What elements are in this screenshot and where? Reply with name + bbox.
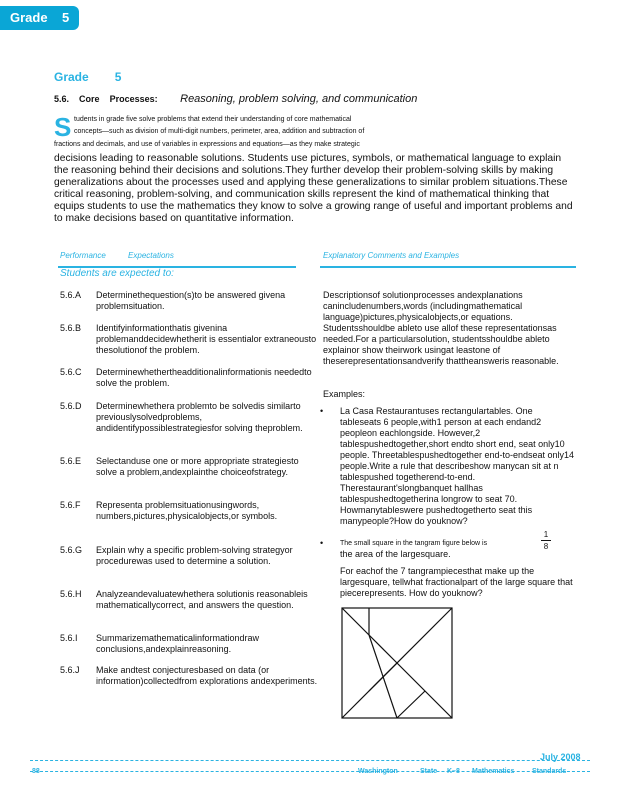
example-1: La Casa Restaurantuses rectangulartables. One tableseats 6 people,with1 person at each endand2 peopleon eachlongside. However,2 tablespushedtogether,short endto short end, seat only10 people. Threetablespushedtogether end-to-endseat only14 people.Write a rule that describeshow manycan sit at n tablespushed togetherend-to-end. Therestaurant'slongbanquet hallhas tablespushedtogetherina longrow to seat 70. Howmanytableswere pushedtogetherto seat this manypeople?How do youknow? xyxy=(340,406,575,526)
right-divider xyxy=(320,266,576,268)
tangram-line-f xyxy=(369,663,397,691)
tangram-line-c xyxy=(342,608,369,635)
fraction-denominator: 8 xyxy=(543,542,549,551)
section-title: Reasoning, problem solving, and communication xyxy=(180,93,418,105)
drop-cap: S xyxy=(54,112,72,142)
section-grade: Grade 5 xyxy=(54,70,122,84)
footer-grades: K–8 xyxy=(447,768,460,775)
footer-page: 88 xyxy=(32,768,40,775)
examples-label: Examples: xyxy=(323,389,366,399)
performance-heading: Performance Expectations xyxy=(60,251,174,260)
footer-state-label: State xyxy=(420,768,438,775)
example-2-rest: the area of the largesquare. xyxy=(340,549,451,559)
fraction-numerator: 1 xyxy=(541,530,551,541)
expected-label: Students are expected to: xyxy=(60,268,174,279)
comments-description: Descriptionsof solutionprocesses andexplanations canincludenumbers,words (includingmathematical language)pictures,physicalobjects,or equations. Studentsshouldbe ableto use allof these representationsas needed.For a particularsolution, studentsshouldbe ableto explainor show theirwork usingat leastone of theserepresentationsandverify thattheansweris reasonable. xyxy=(323,290,559,366)
intro-line-1: tudents in grade five solve problems that extend their understanding of core mathematical xyxy=(74,116,352,123)
intro-line-2: concepts—such as division of multi-digit numbers, perimeter, area, addition and subtraction of xyxy=(74,128,365,135)
tangram-line-g xyxy=(397,691,425,718)
comments-heading: Explanatory Comments and Examples xyxy=(323,251,460,260)
tangram-figure xyxy=(341,607,453,719)
footer-standards: Standards xyxy=(532,768,567,775)
grade-tab xyxy=(0,6,79,30)
footer-date: July 2008 xyxy=(540,752,581,762)
tab-number: 5 xyxy=(62,10,70,25)
example-2-continued: For eachof the 7 tangrampiecesthat make up the largesquare, tellwhat fractionalpart of the large square that piecerepresents. How do youknow? xyxy=(340,566,573,598)
intro-line-3: fractions and decimals, and use of variables in expressions and equations—as they make strategic xyxy=(54,141,360,148)
example-2-small: The small square in the tangram figure below is xyxy=(340,540,488,547)
tab-label: Grade xyxy=(10,10,48,25)
section-subtitle: 5.6. Core Processes: Reasoning, problem solving, and communication xyxy=(54,93,418,105)
bullet-1: • xyxy=(320,406,324,416)
footer-state: Washington xyxy=(358,768,398,775)
footer-subject: Mathematics xyxy=(472,768,515,775)
bullet-2: • xyxy=(320,538,324,548)
intro-body: decisions leading to reasonable solutions. Students use pictures, symbols, or mathematical language to explain the reasoning behind their decisions and solutions.They further develop their problem-solving skills by making generalizations about the processes used and applying these generalizations to similar problem situations.These critical reasoning, problem-solving, and communication skills represent the kind of mathematical thinking that equips students to use the mathematics they know to solve a growing range of useful and important problems and to make decisions based on quantitative information. xyxy=(54,153,573,225)
